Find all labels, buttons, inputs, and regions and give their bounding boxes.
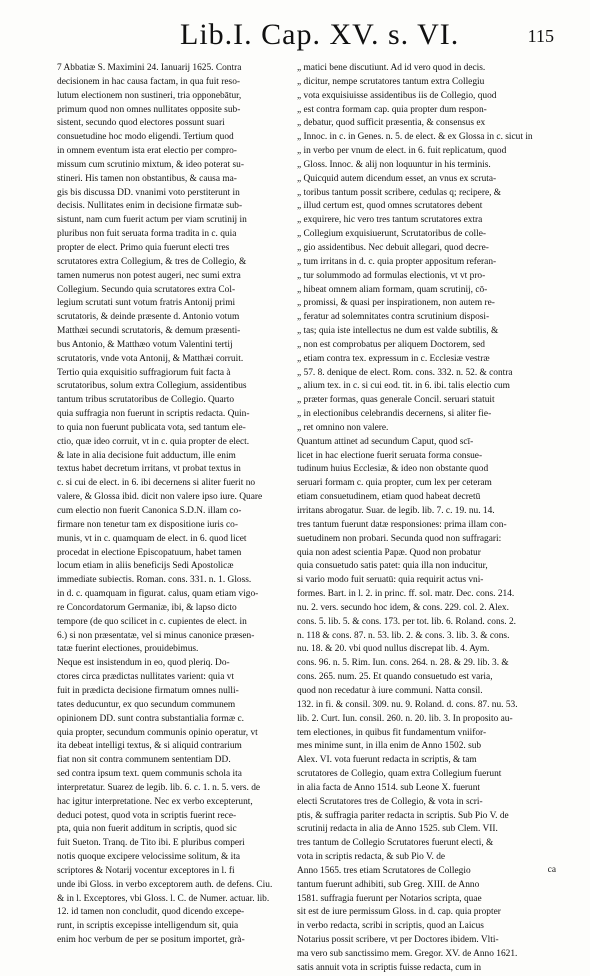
left-text-column	[57, 62, 295, 948]
text-line: „ promissi, & quasi per inspirationem, non autem re-	[297, 298, 495, 309]
text-line: „ Collegium exquisiuerunt, Scrutatoribus de colle-	[297, 229, 487, 240]
text-line: Anno 1565. tres etiam Scrutatores de Collegio	[297, 865, 471, 876]
text-line: „ Gloss. Innoc. & alij non loquuntur in his terminis.	[297, 159, 491, 170]
running-title: Lib.I. Cap. XV. s. VI.	[180, 18, 460, 51]
text-line: propter de elect. Primo quia fuerunt electi tres	[57, 242, 230, 253]
text-line: tantum fuerunt adhibiti, sub Greg. XIII. de Anno	[297, 879, 480, 890]
text-line: tantum tribus scrutatoribus de Collegio. Quarto	[57, 395, 235, 406]
text-line: scrutatoris, vnde vota Antonij, & Matthæi corruit.	[57, 353, 244, 364]
text-line: formes. Bart. in l. 2. in princ. ff. sol. matr. Dec. cons. 214.	[297, 589, 515, 600]
text-line: opinionem DD. sunt contra substantialia formæ c.	[57, 713, 244, 724]
text-line: procedat in electione Episcopatuum, habet tamen	[57, 547, 242, 558]
right-text-column	[297, 62, 535, 976]
text-line: Alex. VI. vota fuerunt redacta in scriptis, & tam	[297, 755, 477, 766]
text-line: fiat non sit contra communem sententiam DD.	[57, 755, 231, 766]
text-line: „ gio assidentibus. Nec debuit allegari, quod decre-	[297, 242, 489, 253]
text-line: „ exquirere, hic vero tres tantum scrutatores extra	[297, 215, 483, 226]
text-line: „ vota exquisiuisse assidentibus iis de Collegio, quod	[297, 90, 497, 101]
text-line: „ Quicquid autem dicendum esset, an vnus ex scruta-	[297, 173, 497, 184]
text-line: Neque est insistendum in eo, quod pleriq. Do-	[57, 658, 230, 669]
text-line: Quantum attinet ad secundum Caput, quod scī-	[297, 436, 474, 447]
text-line: in verbo redacta, scribi in scriptis, quod an Laicus	[297, 921, 484, 932]
page-number: 115	[527, 26, 554, 46]
text-line: ptis, & suffragia pariter redacta in scriptis. Sub Pio V. de	[297, 810, 509, 821]
text-line: sit est de iure permissum Gloss. in d. cap. quia propter	[297, 907, 501, 918]
text-line: tempore (de quo scilicet in c. cupientes de elect. in	[57, 616, 247, 627]
text-line: „ alium tex. in c. si cui eod. tit. in 6. ibi. talis electio cum	[297, 381, 510, 392]
text-line: 12. id tamen non concludit, quod dicendo excepe-	[57, 907, 245, 918]
text-line: consuetudine hoc modo eligendi. Tertium quod	[57, 132, 234, 143]
text-line: firmare non tenetur tam ex dispositione iuris co-	[57, 519, 238, 530]
text-line: „ etiam contra tex. expressum in c. Ecclesiæ vestræ	[297, 353, 490, 364]
text-line: re Concordatorum Germaniæ, ibi, & lapso dicto	[57, 602, 237, 613]
text-line: „ tum irritans in d. c. quia propter appositum referan-	[297, 256, 497, 267]
text-line: scrutatores de Collegio, quam extra Collegium fuerunt	[297, 769, 502, 780]
text-line: runt, in scriptis excepisse intelligendum sit, quia	[57, 921, 239, 932]
text-line: fuit in prædicta decisione firmatum omnes nulli-	[57, 685, 239, 696]
text-line: n. 118 & cons. 87. n. 53. lib. 2. & cons. 3. lib. 3. & cons.	[297, 630, 510, 641]
text-line: sistent, secundo quod electores possunt suari	[57, 118, 225, 129]
text-line: nu. 2. vers. secundo hoc idem, & cons. 229. col. 2. Alex.	[297, 602, 509, 613]
text-line: lutum electionem non sustineri, tria opponebātur,	[57, 90, 242, 101]
text-line: missum cum scrutinio mixtum, & ideo poterat su-	[57, 159, 244, 170]
text-line: unde ibi Gloss. in verbo exceptorem auth. de defens. Ciu.	[57, 879, 273, 890]
text-line: 1581. suffragia fuerunt per Notarios scripta, quae	[297, 893, 482, 904]
text-line: valere, & Glossa ibid. dicit non valere ipso iure. Quare	[57, 492, 263, 503]
text-line: to quia non fuerunt publicata vota, sed tantum ele-	[57, 422, 246, 433]
text-line: „ Innoc. in c. in Genes. n. 5. de elect. & ex Glossa in c. sicut in	[297, 132, 533, 143]
text-line: scriptores & Notarij vocentur exceptores in l. fi	[57, 865, 235, 876]
text-line: immediate subiectis. Roman. cons. 331. n. 1. Gloss.	[57, 575, 252, 586]
text-line: „ toribus tantum possit scribere, cedulas q; recipere, &	[297, 187, 502, 198]
text-line: & in l. Exceptores, vbi Gloss. l. C. de Numer. actuar. lib.	[57, 893, 270, 904]
text-line: ita debeat intelligi textus, & si aliquid contrarium	[57, 741, 242, 752]
text-line: quia suffragia non fuerunt in scriptis redacta. Quin-	[57, 409, 250, 420]
text-line: quia propter, secundum communis opinio operatur, vt	[57, 727, 258, 738]
text-line: quod non recedatur à iure communi. Natta consil.	[297, 685, 483, 696]
text-line: cons. 5. lib. 5. & cons. 173. per tot. lib. 6. Roland. cons. 2.	[297, 616, 516, 627]
text-line: legium scrutati sunt votum fratris Antonij primi	[57, 298, 236, 309]
text-line: sistunt, nam cum fuerit actum per viam scrutinij in	[57, 215, 247, 226]
text-line: tudinum huius Ecclesiæ, & ideo non obstante quod	[297, 464, 489, 475]
text-line: Notarius possit scribere, vt per Doctores ibidem. Vlti-	[297, 935, 499, 946]
text-line: primum quod non omnes nullitates opposite sub-	[57, 104, 241, 115]
text-line: ctio, quæ ideo corruit, vt in c. quia propter de elect.	[57, 436, 250, 447]
text-line: scrutinij redacta in alia de Anno 1525. sub Clem. VII.	[297, 824, 498, 835]
text-line: si vario modo fuit seruatū: quia requirit actus vni-	[297, 575, 484, 586]
text-line: 6.) si non præsentatæ, vel si minus canonice præsen-	[57, 630, 255, 641]
text-line: scrutatoribus, solum extra Collegium, assidentibus	[57, 381, 247, 392]
text-line: ctores circa prædictas nullitates varient: quia vt	[57, 672, 235, 683]
text-line: in d. c. quamquam in figurat. calus, quam etiam vigo-	[57, 589, 259, 600]
text-line: notis quoque excipere velocissime solitum, & ita	[57, 852, 241, 863]
text-line: „ dicitur, nempe scrutatores tantum extra Collegiu	[297, 76, 485, 87]
text-line: vota in scriptis redacta, & sub Pio V. de	[297, 852, 446, 863]
text-line: tatæ fuerint electiones, prouidebimus.	[57, 644, 199, 655]
text-line: licet in hac electione fuerit seruata forma consue-	[297, 450, 483, 461]
text-line: tem electiones, in quibus fit fundamentum vniifor-	[297, 727, 487, 738]
text-line: cons. 265. num. 25. Et quando consuetudo est varia,	[297, 672, 493, 683]
text-line: cum electio non fuerit Canonica S.D.N. illam co-	[57, 506, 242, 516]
text-line: electi Scrutatores tres de Collegio, & vota in scri-	[297, 796, 483, 807]
text-line: suetudinem non probari. Secunda quod non suffragari:	[297, 533, 502, 544]
text-line: munis, vt in c. quamquam de elect. in 6. quod licet	[57, 533, 247, 544]
text-line: enim hoc verbum de per se positum importet, grà-	[57, 935, 245, 946]
text-line: seruari formam c. quia propter, cum lex per ceteram	[297, 478, 492, 489]
text-line: decisis. Nullitates enim in decisione firmatæ sub-	[57, 201, 243, 212]
text-line: mes minime sunt, in illa enim de Anno 1502. sub	[297, 741, 482, 752]
text-line: „ 57. 8. denique de elect. Rom. cons. 332. n. 52. & contra	[297, 367, 513, 378]
text-line: 132. in fi. & consil. 309. nu. 9. Roland. d. cons. 87. nu. 53.	[297, 699, 518, 710]
text-line: nu. 18. & 20. vbi quod nullus discrepat lib. 4. Aym.	[297, 644, 490, 655]
text-line: quia consuetudo satis patet: quia illa non inducitur,	[297, 561, 488, 572]
text-line: „ feratur ad solemnitates contra scrutinium disposi-	[297, 312, 490, 323]
text-line: „ tur solummodo ad formulas electionis, vt vt pro-	[297, 270, 486, 281]
text-line: ma vero sub sanctissimo mem. Gregor. XV. de Anno 1621.	[297, 949, 518, 959]
text-line: lib. 2. Curt. Iun. consil. 260. n. 20. lib. 3. In proposito au-	[297, 713, 513, 724]
text-line: „ præter formas, quas generale Concil. seruari statuit	[297, 395, 495, 406]
text-line: pta, quia non fuerit additum in scriptis, quod sic	[57, 824, 237, 835]
text-line: Tertio quia exquisitio suffragiorum fuit facta à	[57, 367, 231, 378]
text-line: „ in verbo per vnum de elect. in 6. fuit replicatum, quod	[297, 146, 507, 157]
page-header	[60, 18, 560, 58]
text-line: bus Antonio, & Matthæo votum Valentini tertij	[57, 339, 233, 350]
text-line: irritans abrogatur. Suar. de legib. lib. 7. c. 19. nu. 14.	[297, 506, 495, 516]
text-line: quia non adest scientia Papæ. Quod non probatur	[297, 547, 481, 558]
text-line: cons. 96. n. 5. Rim. Iun. cons. 264. n. 28. & 29. lib. 3. &	[297, 658, 509, 669]
text-line: „ est contra formam cap. quia propter dum respon-	[297, 104, 487, 115]
text-line: locum etiam in aliis beneficijs Sedi Apostolicæ	[57, 561, 234, 572]
text-line: „ matici bene discutiunt. Ad id vero quod in decis.	[297, 63, 486, 73]
text-line: tamen numerus non potest augeri, nec sumi extra	[57, 270, 241, 281]
text-line: tres tantum de Collegio Scrutatores fuerunt electi, &	[297, 838, 494, 849]
text-line: „ ret omnino non valere.	[297, 422, 389, 433]
text-line: scrutatoris, & deinde præsente d. Antonio votum	[57, 312, 240, 323]
text-line: stineri. His tamen non obstantibus, & causa ma-	[57, 173, 237, 184]
text-line: textus habet decretum irritans, vt probat textus in	[57, 464, 241, 475]
text-line: „ debatur, quod sufficit præsentia, & consensus ex	[297, 118, 486, 129]
text-line: etiam consuetudinem, etiam quod habeat decretū	[297, 492, 481, 503]
text-line: in omnem eventum ista erat electio per compro-	[57, 146, 237, 157]
text-line: interpretatur. Suarez de legib. lib. 6. c. 1. n. 5. vers. de	[57, 782, 261, 793]
text-line: Matthæi secundi scrutatoris, & demum præsenti-	[57, 326, 241, 337]
text-line: „ hibeat omnem aliam formam, quam scrutinij, cō-	[297, 284, 488, 295]
text-line: & late in alia decisione fuit adductum, ille enim	[57, 450, 236, 461]
text-line: tres tantum fuerunt datæ responsiones: prima illam con-	[297, 519, 507, 530]
catchword: ca	[547, 865, 556, 875]
text-line: fuit Sueton. Tranq. de Tito ibi. E pluribus comperi	[57, 838, 245, 849]
text-line: „ illud certum est, quod omnes scrutatores debent	[297, 201, 483, 212]
text-line: scrutatores extra Collegium, & tres de Collegio, &	[57, 256, 247, 267]
text-line: hac igitur interpretatione. Nec ex verbo excepterunt,	[57, 796, 253, 807]
text-line: 7 Abbatiæ S. Maximini 24. Ianuarij 1625. Contra	[57, 63, 242, 73]
text-line: in alia facta de Anno 1514. sub Leone X. fuerunt	[297, 782, 481, 793]
text-line: pluribus non fuit seruata forma tradita in c. quia	[57, 229, 237, 240]
text-line: „ non est comprobatus per aliquem Doctorem, sed	[297, 339, 485, 350]
text-line: deduci potest, quod vota in scriptis fuerint rece-	[57, 810, 237, 821]
text-line: gis bis discussa DD. vnanimi voto perstiterunt in	[57, 187, 240, 198]
text-line: sed contra ipsum text. quem communis schola ita	[57, 769, 242, 780]
text-line: Collegium. Secundo quia scrutatores extra Col-	[57, 284, 236, 295]
text-line: decisionem in hac causa factam, in qua fuit reso-	[57, 76, 241, 87]
text-line: „ tas; quia iste intellectus ne dum est valde subtilis, &	[297, 326, 499, 337]
text-line: c. si cui de elect. in 6. ibi decernens si aliter fuerit no	[57, 478, 256, 489]
text-line: satis annuit vota in scriptis fuisse redacta, cum in	[297, 962, 482, 973]
text-line: tates deducuntur, ex quo secundum communem	[57, 699, 236, 710]
text-line: „ in electionibus celebrandis decernens, si aliter fie-	[297, 409, 492, 420]
